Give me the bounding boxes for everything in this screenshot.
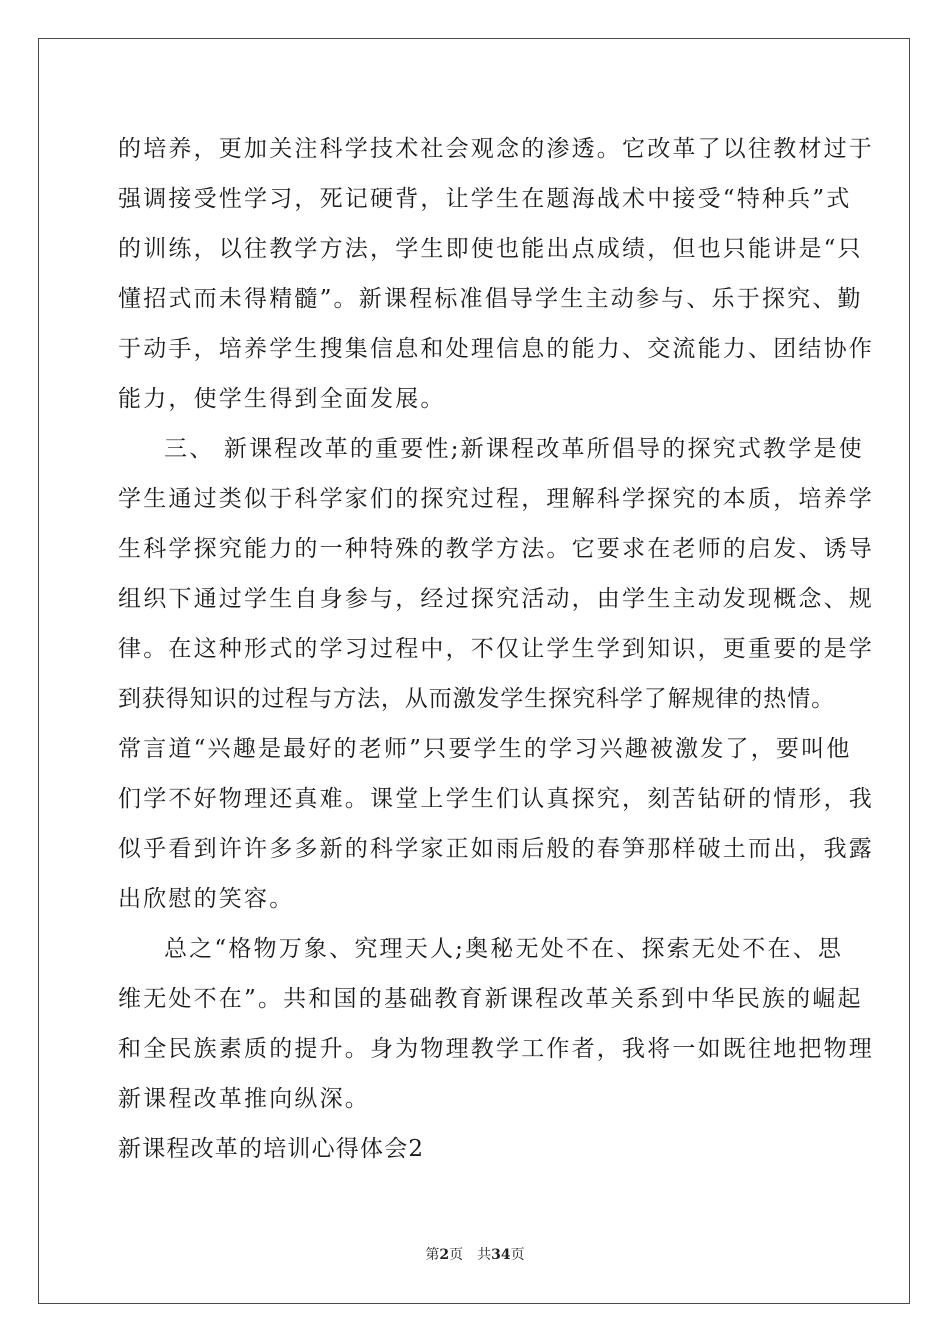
page-number: 2 [439, 1247, 450, 1263]
total-pages: 34 [491, 1247, 511, 1263]
paragraph-line: 懂招式而未得精髓”。新课程标准倡导学生主动参与、乐于探究、勤 [118, 286, 863, 312]
paragraph-line: 和全民族素质的提升。身为物理教学工作者，我将一如既往地把物理 [118, 1036, 874, 1062]
paragraph-line: 维无处不在”。共和国的基础教育新课程改革关系到中华民族的崛起 [118, 986, 863, 1012]
paragraph-line: 似乎看到许许多多新的科学家正如雨后般的春笋那样破土而出，我露 [118, 836, 874, 862]
total-prefix: 共 [477, 1247, 492, 1263]
paragraph-line: 的训练，以往教学方法，学生即使也能出点成绩，但也只能讲是“只 [118, 236, 863, 262]
paragraph-line: 的培养，更加关注科学技术社会观念的渗透。它改革了以往教材过于 [118, 136, 874, 162]
paragraph-line: 学生通过类似于科学家们的探究过程，理解科学探究的本质，培养学 [118, 486, 874, 512]
section-heading: 新课程改革的培训心得体会2 [118, 1136, 425, 1162]
paragraph-line: 强调接受性学习，死记硬背，让学生在题海战术中接受“特种兵”式 [118, 186, 852, 212]
section-three-first-line: 三、 新课程改革的重要性;新课程改革所倡导的探究式教学是使 [164, 436, 864, 462]
paragraph-line: 能力，使学生得到全面发展。 [118, 386, 446, 412]
paragraph-line: 出欣慰的笑容。 [118, 886, 295, 912]
conclusion-first-line: 总之“格物万象、究理天人;奥秘无处不在、探索无处不在、思 [164, 936, 844, 962]
paragraph-line: 新课程改革推向纵深。 [118, 1086, 370, 1112]
paragraph-line: 们学不好物理还真难。课堂上学生们认真探究，刻苦钻研的情形，我 [118, 786, 874, 812]
paragraph-line: 于动手，培养学生搜集信息和处理信息的能力、交流能力、团结协作 [118, 336, 874, 362]
paragraph-line: 生科学探究能力的一种特殊的教学方法。它要求在老师的启发、诱导 [118, 536, 874, 562]
document-body [118, 124, 874, 1174]
paragraph-line: 律。在这种形式的学习过程中，不仅让学生学到知识，更重要的是学 [118, 636, 874, 662]
total-unit: 页 [510, 1247, 525, 1263]
page-prefix: 第 [425, 1247, 440, 1263]
paragraph-line: 常言道“兴趣是最好的老师”只要学生的学习兴趣被激发了，要叫他 [118, 736, 852, 762]
page-unit: 页 [449, 1247, 464, 1263]
paragraph-line: 到获得知识的过程与方法，从而激发学生探究科学了解规律的热情。 [118, 686, 835, 712]
paragraph-line: 组织下通过学生自身参与，经过探究活动，由学生主动发现概念、规 [118, 586, 874, 612]
page-footer [0, 1244, 950, 1264]
